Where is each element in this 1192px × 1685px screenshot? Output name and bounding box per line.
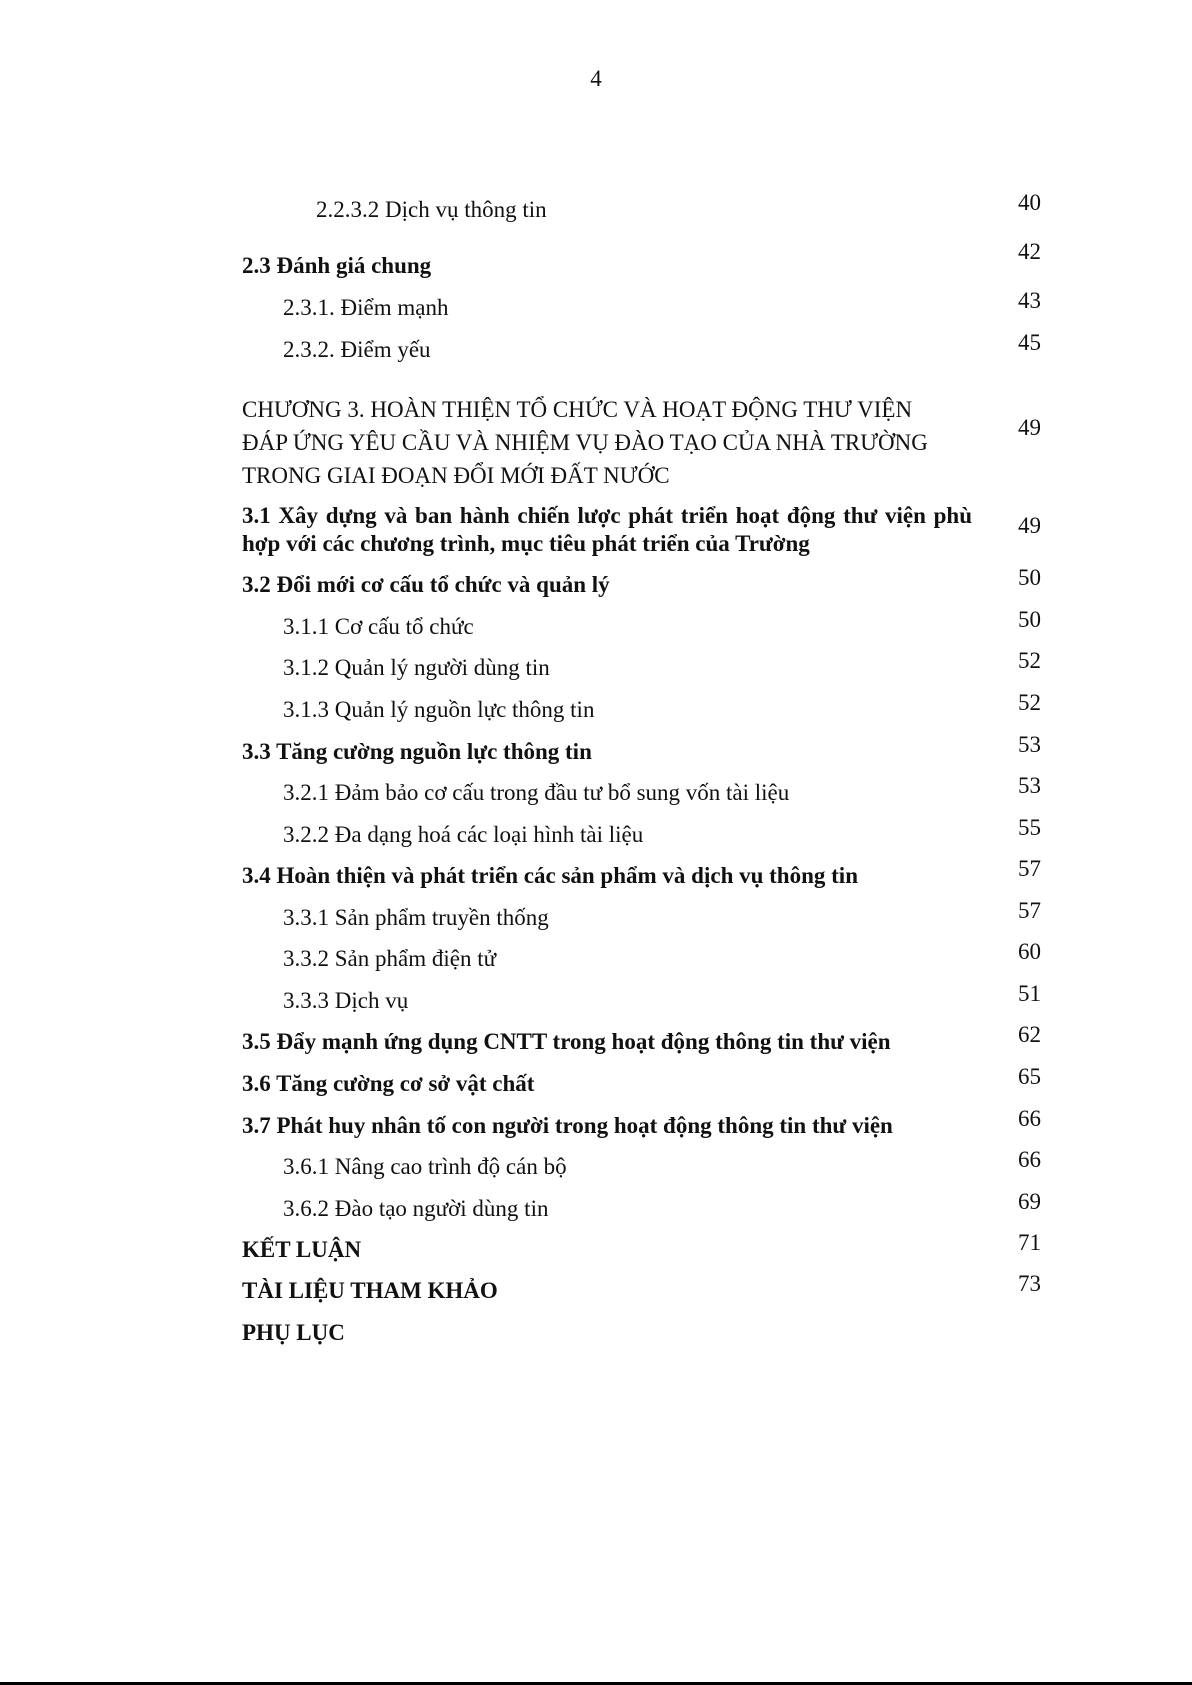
toc-entry-page: 49 xyxy=(1018,415,1041,440)
toc-entry-page: 45 xyxy=(1018,330,1041,355)
toc-entry-title: 2.3.1. Điểm mạnh xyxy=(283,295,449,320)
toc-entry-page: 42 xyxy=(1018,239,1041,264)
toc-entry-page: 53 xyxy=(1018,732,1041,757)
toc-entry-page: 49 xyxy=(1018,513,1041,538)
toc-entry-page: 71 xyxy=(1018,1230,1041,1255)
toc-entry-page: 66 xyxy=(1018,1147,1041,1172)
toc-entry-title: 3.2 Đổi mới cơ cấu tổ chức và quản lý xyxy=(242,572,610,597)
toc-entry-title: 3.1 Xây dựng và ban hành chiến lược phát triển hoạt động thư viện phù hợp với các chương trình, mục tiêu phát triển của Trường xyxy=(242,503,972,556)
toc-entry-title: 3.4 Hoàn thiện và phát triển các sản phẩm và dịch vụ thông tin xyxy=(242,863,858,888)
page-number: 4 xyxy=(590,66,602,91)
toc-entry-page: 52 xyxy=(1018,690,1041,715)
toc-entry-page: 53 xyxy=(1018,773,1041,798)
toc-entry-page: 57 xyxy=(1018,856,1041,881)
toc-entry-title: 2.3 Đánh giá chung xyxy=(242,253,432,278)
toc-entry-page: 62 xyxy=(1018,1022,1041,1047)
toc-entry-title: 3.2.1 Đảm bảo cơ cấu trong đầu tư bổ sung vốn tài liệu xyxy=(283,780,790,805)
toc-entry-title: 3.6.2 Đào tạo người dùng tin xyxy=(283,1196,549,1221)
toc-entry-page: 60 xyxy=(1018,939,1041,964)
toc-entry-title: 3.3.1 Sản phẩm truyền thống xyxy=(283,905,549,930)
toc-entry-title: 3.6 Tăng cường cơ sở vật chất xyxy=(242,1071,535,1096)
toc-entry-title: 3.3.2 Sản phẩm điện tử xyxy=(283,946,497,971)
toc-entry-page: 51 xyxy=(1018,981,1041,1006)
toc-entry-title: CHƯƠNG 3. HOÀN THIỆN TỔ CHỨC VÀ HOẠT ĐỘNG THƯ VIỆN ĐÁP ỨNG YÊU CẦU VÀ NHIỆM VỤ ĐÀO TẠO CỦA NHÀ TRƯỜNG TRONG GIAI ĐOẠN ĐỔI MỚI ĐẤT NƯỚC xyxy=(242,397,928,488)
toc-entry-title: 3.5 Đẩy mạnh ứng dụng CNTT trong hoạt động thông tin thư viện xyxy=(242,1029,891,1054)
toc-entry-title: PHỤ LỤC xyxy=(242,1320,345,1345)
toc-entry-page: 50 xyxy=(1018,607,1041,632)
toc-entry-title: 3.6.1 Nâng cao trình độ cán bộ xyxy=(283,1154,567,1179)
toc-entry-page: 73 xyxy=(1018,1271,1041,1296)
toc-entry-page: 65 xyxy=(1018,1064,1041,1089)
toc-entry-page: 57 xyxy=(1018,898,1041,923)
toc-entry-title: 3.1.3 Quản lý nguồn lực thông tin xyxy=(283,697,595,722)
toc-entry-page: 66 xyxy=(1018,1106,1041,1131)
toc-entry-page: 55 xyxy=(1018,815,1041,840)
toc-entry-page: 69 xyxy=(1018,1189,1041,1214)
toc-entry-title: 2.2.3.2 Dịch vụ thông tin xyxy=(316,197,547,222)
toc-entry-page: 43 xyxy=(1018,288,1041,313)
toc-entry-title: 3.1.2 Quản lý người dùng tin xyxy=(283,655,550,680)
toc-entry-page: 40 xyxy=(1018,190,1041,215)
toc-entry-page: 52 xyxy=(1018,648,1041,673)
toc-entry-title: 2.3.2. Điểm yếu xyxy=(283,337,431,362)
toc-entry-title: TÀI LIỆU THAM KHẢO xyxy=(242,1278,498,1303)
toc-entry-title: 3.2.2 Đa dạng hoá các loại hình tài liệu xyxy=(283,822,644,847)
toc-entry-title: 3.1.1 Cơ cấu tổ chức xyxy=(283,614,474,639)
toc-entry-title: 3.3 Tăng cường nguồn lực thông tin xyxy=(242,739,592,764)
toc-entry-page: 50 xyxy=(1018,565,1041,590)
toc-entry-title: 3.3.3 Dịch vụ xyxy=(283,988,409,1013)
toc-entry-title: 3.7 Phát huy nhân tố con người trong hoạt động thông tin thư viện xyxy=(242,1113,893,1138)
toc-entry-title: KẾT LUẬN xyxy=(242,1237,362,1262)
